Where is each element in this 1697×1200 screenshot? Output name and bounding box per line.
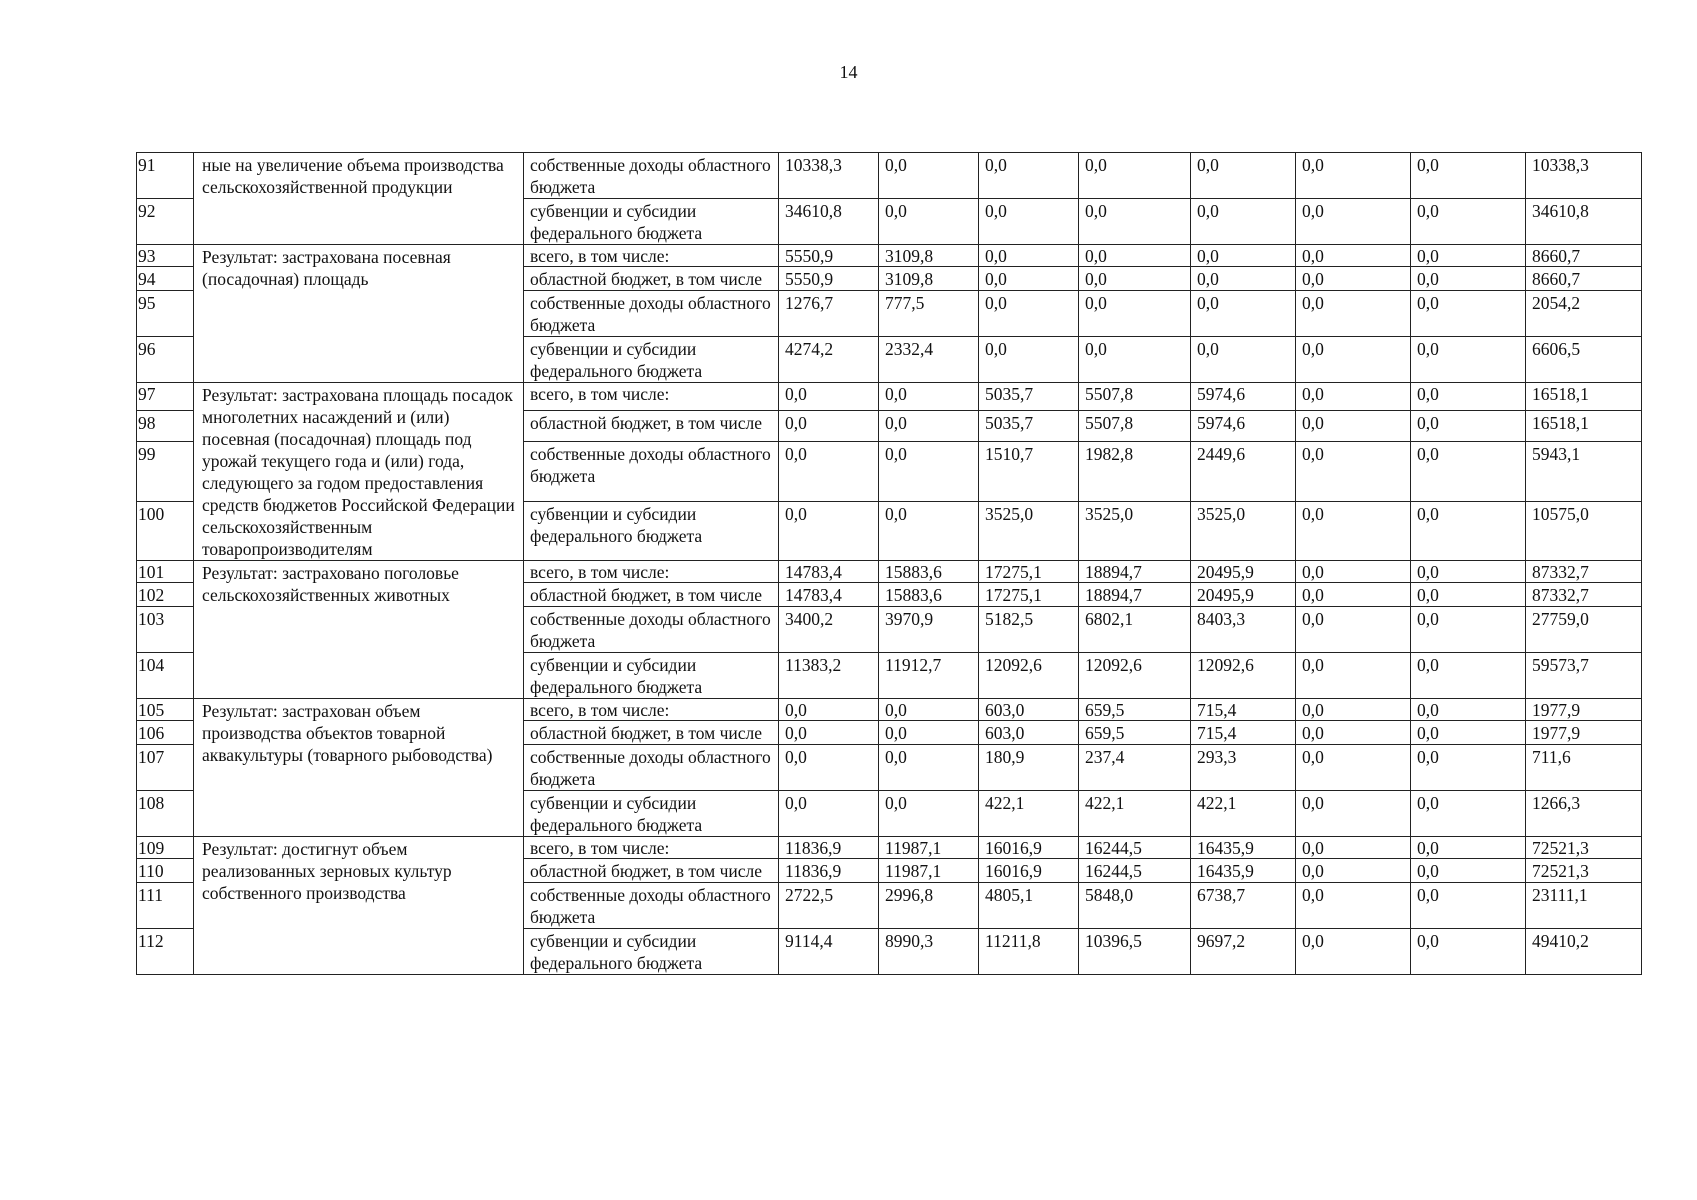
value-cell: 16016,9 [979,859,1079,883]
total-value-cell: 5943,1 [1526,442,1642,501]
value-cell: 0,0 [1411,583,1526,607]
value-cell: 0,0 [879,411,979,442]
total-value-cell: 10575,0 [1526,501,1642,560]
value-cell: 5848,0 [1079,883,1191,929]
value-cell: 8990,3 [879,929,979,975]
value-cell: 14783,4 [779,561,879,583]
funding-source-cell: субвенции и субсидии федерального бюджета [524,791,779,837]
table-row [137,153,1642,199]
value-cell: 11987,1 [879,859,979,883]
value-cell: 11383,2 [779,653,879,699]
value-cell: 0,0 [879,745,979,791]
value-cell: 0,0 [1411,245,1526,267]
funding-source-cell: областной бюджет, в том числе [524,721,779,745]
total-value-cell: 23111,1 [1526,883,1642,929]
value-cell: 603,0 [979,699,1079,721]
row-number-cell: 93 [137,245,194,267]
value-cell: 0,0 [1411,653,1526,699]
row-number-cell: 95 [137,291,194,337]
budget-table [136,152,1642,975]
value-cell: 0,0 [1296,699,1411,721]
result-description-cell: ные на увеличение объема производства сельскохозяйственной продукции [194,153,524,245]
value-cell: 5035,7 [979,383,1079,411]
value-cell: 0,0 [1296,337,1411,383]
value-cell: 11987,1 [879,837,979,859]
funding-source-cell: всего, в том числе: [524,699,779,721]
total-value-cell: 6606,5 [1526,337,1642,383]
row-number-cell: 92 [137,199,194,245]
total-value-cell: 8660,7 [1526,245,1642,267]
total-value-cell: 16518,1 [1526,411,1642,442]
value-cell: 0,0 [1191,291,1296,337]
value-cell: 0,0 [879,383,979,411]
row-number-cell: 107 [137,745,194,791]
value-cell: 0,0 [1411,501,1526,560]
funding-source-cell: собственные доходы областного бюджета [524,442,779,501]
value-cell: 237,4 [1079,745,1191,791]
total-value-cell: 16518,1 [1526,383,1642,411]
funding-source-cell: субвенции и субсидии федерального бюджета [524,501,779,560]
value-cell: 0,0 [1296,607,1411,653]
value-cell: 422,1 [979,791,1079,837]
value-cell: 0,0 [1296,153,1411,199]
value-cell: 0,0 [979,291,1079,337]
value-cell: 11211,8 [979,929,1079,975]
value-cell: 16435,9 [1191,837,1296,859]
value-cell: 0,0 [1411,883,1526,929]
value-cell: 5974,6 [1191,411,1296,442]
value-cell: 0,0 [1296,245,1411,267]
value-cell: 6738,7 [1191,883,1296,929]
value-cell: 0,0 [1411,199,1526,245]
value-cell: 0,0 [1411,267,1526,291]
value-cell: 0,0 [1411,561,1526,583]
funding-source-cell: областной бюджет, в том числе [524,583,779,607]
value-cell: 2996,8 [879,883,979,929]
total-value-cell: 1977,9 [1526,699,1642,721]
value-cell: 0,0 [1296,442,1411,501]
value-cell: 16435,9 [1191,859,1296,883]
row-number-cell: 91 [137,153,194,199]
value-cell: 1276,7 [779,291,879,337]
value-cell: 659,5 [1079,699,1191,721]
row-number-cell: 103 [137,607,194,653]
value-cell: 12092,6 [1079,653,1191,699]
row-number-cell: 99 [137,442,194,501]
total-value-cell: 27759,0 [1526,607,1642,653]
value-cell: 11836,9 [779,859,879,883]
value-cell: 0,0 [1411,699,1526,721]
value-cell: 10396,5 [1079,929,1191,975]
value-cell: 180,9 [979,745,1079,791]
value-cell: 12092,6 [1191,653,1296,699]
value-cell: 0,0 [1191,153,1296,199]
value-cell: 0,0 [979,267,1079,291]
value-cell: 0,0 [1296,929,1411,975]
value-cell: 5182,5 [979,607,1079,653]
value-cell: 1982,8 [1079,442,1191,501]
value-cell: 1510,7 [979,442,1079,501]
value-cell: 0,0 [1296,291,1411,337]
value-cell: 17275,1 [979,561,1079,583]
value-cell: 0,0 [1411,721,1526,745]
value-cell: 3109,8 [879,267,979,291]
value-cell: 0,0 [1079,245,1191,267]
value-cell: 0,0 [779,699,879,721]
value-cell: 0,0 [1296,653,1411,699]
value-cell: 0,0 [1296,791,1411,837]
table-body [137,153,1642,975]
total-value-cell: 10338,3 [1526,153,1642,199]
value-cell: 0,0 [1411,442,1526,501]
value-cell: 15883,6 [879,561,979,583]
value-cell: 0,0 [1296,583,1411,607]
page-number: 14 [839,62,858,82]
row-number-cell: 96 [137,337,194,383]
value-cell: 0,0 [1411,837,1526,859]
total-value-cell: 87332,7 [1526,583,1642,607]
value-cell: 2722,5 [779,883,879,929]
value-cell: 715,4 [1191,699,1296,721]
value-cell: 0,0 [779,442,879,501]
value-cell: 0,0 [879,791,979,837]
value-cell: 0,0 [1411,337,1526,383]
row-number-cell: 109 [137,837,194,859]
value-cell: 0,0 [1296,199,1411,245]
value-cell: 0,0 [1411,411,1526,442]
value-cell: 0,0 [1079,337,1191,383]
total-value-cell: 2054,2 [1526,291,1642,337]
value-cell: 3970,9 [879,607,979,653]
funding-source-cell: субвенции и субсидии федерального бюджета [524,929,779,975]
funding-source-cell: собственные доходы областного бюджета [524,883,779,929]
value-cell: 0,0 [1411,859,1526,883]
value-cell: 0,0 [879,442,979,501]
value-cell: 422,1 [1191,791,1296,837]
funding-source-cell: всего, в том числе: [524,561,779,583]
table-row [137,245,1642,267]
value-cell: 422,1 [1079,791,1191,837]
value-cell: 12092,6 [979,653,1079,699]
value-cell: 0,0 [1296,859,1411,883]
value-cell: 4805,1 [979,883,1079,929]
total-value-cell: 72521,3 [1526,837,1642,859]
value-cell: 0,0 [779,721,879,745]
row-number-cell: 112 [137,929,194,975]
total-value-cell: 8660,7 [1526,267,1642,291]
value-cell: 6802,1 [1079,607,1191,653]
value-cell: 34610,8 [779,199,879,245]
value-cell: 16244,5 [1079,859,1191,883]
value-cell: 0,0 [1191,245,1296,267]
table-row [137,699,1642,721]
row-number-cell: 106 [137,721,194,745]
value-cell: 0,0 [1411,791,1526,837]
funding-source-cell: областной бюджет, в том числе [524,859,779,883]
total-value-cell: 59573,7 [1526,653,1642,699]
result-description-cell: Результат: застраховано поголовье сельскохозяйственных животных [194,561,524,699]
row-number-cell: 110 [137,859,194,883]
row-number-cell: 102 [137,583,194,607]
value-cell: 16016,9 [979,837,1079,859]
value-cell: 0,0 [879,721,979,745]
value-cell: 2332,4 [879,337,979,383]
value-cell: 0,0 [1296,501,1411,560]
value-cell: 0,0 [779,383,879,411]
value-cell: 0,0 [1079,199,1191,245]
value-cell: 5507,8 [1079,411,1191,442]
value-cell: 5550,9 [779,267,879,291]
total-value-cell: 1977,9 [1526,721,1642,745]
value-cell: 0,0 [779,411,879,442]
row-number-cell: 100 [137,501,194,560]
row-number-cell: 108 [137,791,194,837]
funding-source-cell: собственные доходы областного бюджета [524,607,779,653]
value-cell: 11836,9 [779,837,879,859]
value-cell: 659,5 [1079,721,1191,745]
value-cell: 0,0 [979,337,1079,383]
value-cell: 3400,2 [779,607,879,653]
table-row [137,837,1642,859]
value-cell: 3525,0 [1079,501,1191,560]
row-number-cell: 97 [137,383,194,411]
result-description-cell: Результат: застрахован объем производства объектов товарной аквакультуры (товарного рыбоводства) [194,699,524,837]
value-cell: 8403,3 [1191,607,1296,653]
row-number-cell: 105 [137,699,194,721]
row-number-cell: 101 [137,561,194,583]
funding-source-cell: областной бюджет, в том числе [524,267,779,291]
value-cell: 603,0 [979,721,1079,745]
value-cell: 0,0 [979,245,1079,267]
value-cell: 777,5 [879,291,979,337]
total-value-cell: 711,6 [1526,745,1642,791]
value-cell: 4274,2 [779,337,879,383]
value-cell: 0,0 [1296,561,1411,583]
value-cell: 0,0 [1079,291,1191,337]
value-cell: 0,0 [979,153,1079,199]
value-cell: 0,0 [779,745,879,791]
value-cell: 3109,8 [879,245,979,267]
value-cell: 9114,4 [779,929,879,975]
value-cell: 0,0 [1079,153,1191,199]
row-number-cell: 104 [137,653,194,699]
value-cell: 18894,7 [1079,561,1191,583]
value-cell: 18894,7 [1079,583,1191,607]
value-cell: 0,0 [1411,291,1526,337]
total-value-cell: 49410,2 [1526,929,1642,975]
result-description-cell: Результат: достигнут объем реализованных зерновых культур собственного производства [194,837,524,975]
value-cell: 5974,6 [1191,383,1296,411]
value-cell: 0,0 [1079,267,1191,291]
value-cell: 0,0 [1411,745,1526,791]
value-cell: 0,0 [1411,607,1526,653]
value-cell: 0,0 [779,501,879,560]
value-cell: 0,0 [879,153,979,199]
value-cell: 10338,3 [779,153,879,199]
value-cell: 0,0 [879,501,979,560]
row-number-cell: 98 [137,411,194,442]
total-value-cell: 87332,7 [1526,561,1642,583]
value-cell: 0,0 [1191,337,1296,383]
value-cell: 5035,7 [979,411,1079,442]
row-number-cell: 111 [137,883,194,929]
result-description-cell: Результат: застрахована посевная (посадочная) площадь [194,245,524,383]
value-cell: 293,3 [1191,745,1296,791]
table-row [137,561,1642,583]
value-cell: 14783,4 [779,583,879,607]
funding-source-cell: субвенции и субсидии федерального бюджета [524,199,779,245]
funding-source-cell: субвенции и субсидии федерального бюджета [524,653,779,699]
value-cell: 3525,0 [979,501,1079,560]
value-cell: 9697,2 [1191,929,1296,975]
value-cell: 0,0 [1411,383,1526,411]
value-cell: 0,0 [1296,411,1411,442]
value-cell: 5507,8 [1079,383,1191,411]
value-cell: 715,4 [1191,721,1296,745]
value-cell: 0,0 [1411,929,1526,975]
value-cell: 2449,6 [1191,442,1296,501]
funding-source-cell: всего, в том числе: [524,383,779,411]
value-cell: 16244,5 [1079,837,1191,859]
value-cell: 0,0 [1296,745,1411,791]
funding-source-cell: всего, в том числе: [524,245,779,267]
total-value-cell: 34610,8 [1526,199,1642,245]
funding-source-cell: всего, в том числе: [524,837,779,859]
funding-source-cell: областной бюджет, в том числе [524,411,779,442]
value-cell: 0,0 [1191,199,1296,245]
value-cell: 0,0 [1296,383,1411,411]
value-cell: 0,0 [1191,267,1296,291]
funding-source-cell: собственные доходы областного бюджета [524,291,779,337]
value-cell: 0,0 [879,199,979,245]
value-cell: 0,0 [1296,267,1411,291]
value-cell: 17275,1 [979,583,1079,607]
value-cell: 20495,9 [1191,561,1296,583]
value-cell: 0,0 [1296,837,1411,859]
funding-source-cell: собственные доходы областного бюджета [524,153,779,199]
value-cell: 5550,9 [779,245,879,267]
value-cell: 0,0 [1296,721,1411,745]
funding-source-cell: собственные доходы областного бюджета [524,745,779,791]
table-row [137,383,1642,411]
result-description-cell: Результат: застрахована площадь посадок многолетних насаждений и (или) посевная (посадочная) площадь под урожай текущего года и (или) года, следующего за годом предоставления средств бюджетов Российской Федерации сельскохозяйственным товаропроизводителям [194,383,524,561]
total-value-cell: 1266,3 [1526,791,1642,837]
value-cell: 0,0 [1296,883,1411,929]
funding-source-cell: субвенции и субсидии федерального бюджета [524,337,779,383]
value-cell: 11912,7 [879,653,979,699]
value-cell: 0,0 [1411,153,1526,199]
value-cell: 15883,6 [879,583,979,607]
total-value-cell: 72521,3 [1526,859,1642,883]
row-number-cell: 94 [137,267,194,291]
value-cell: 3525,0 [1191,501,1296,560]
value-cell: 0,0 [779,791,879,837]
value-cell: 0,0 [879,699,979,721]
value-cell: 0,0 [979,199,1079,245]
value-cell: 20495,9 [1191,583,1296,607]
